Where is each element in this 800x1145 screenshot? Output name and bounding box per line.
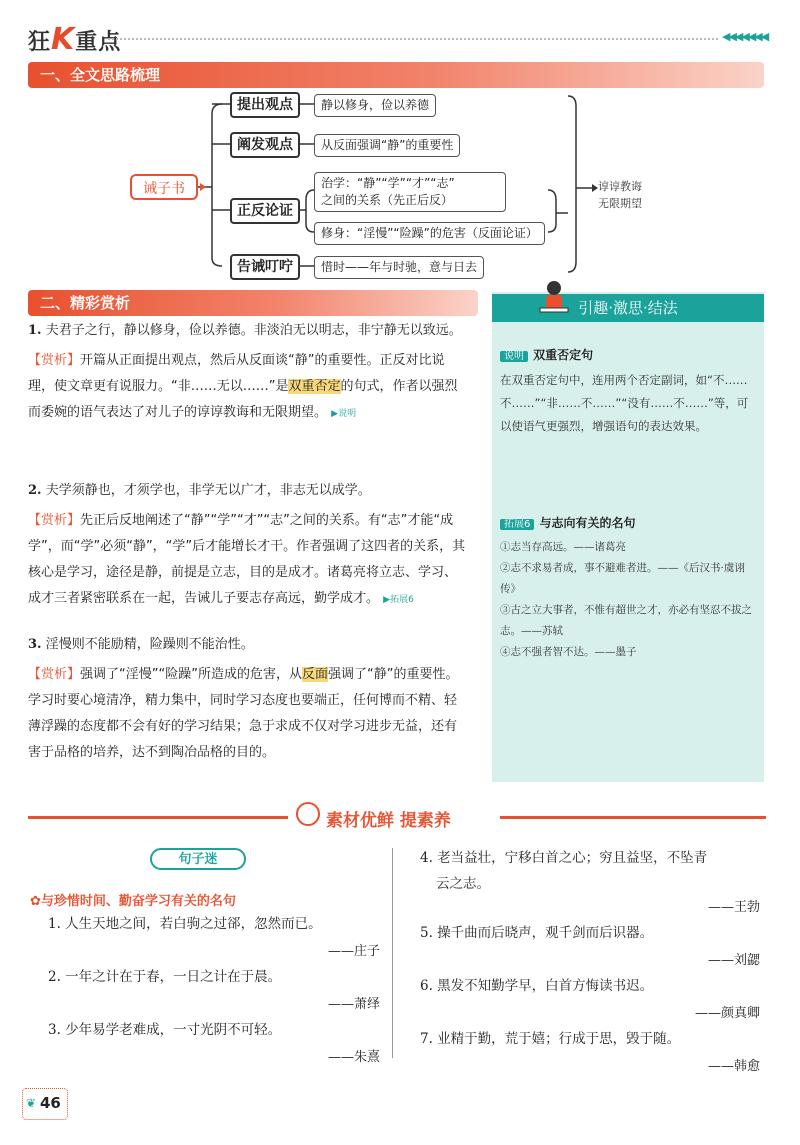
item-num: 3. bbox=[28, 637, 42, 652]
quote-2 bbox=[28, 478, 468, 504]
comment-2 bbox=[28, 508, 468, 613]
section1-title: 一、全文思路梳理 bbox=[28, 62, 764, 88]
quote-text: 淫慢则不能励精，险躁则不能治性。 bbox=[45, 637, 254, 652]
mindmap-node-1: 提出观点 bbox=[230, 92, 300, 118]
mindmap-node-2: 阐发观点 bbox=[230, 132, 300, 158]
quote-3 bbox=[28, 632, 468, 658]
right-quote-7: 7. 业精于勤，荒于嬉；行成于思，毁于随。 bbox=[420, 1031, 681, 1047]
brand-k: K bbox=[51, 22, 76, 57]
mindmap-side-note bbox=[598, 178, 642, 212]
right-quote-4-line1: 4. 老当益壮，宁移白首之心；穷且益坚，不坠青 bbox=[420, 850, 708, 866]
mindmap-leaf-3a-line1: 治学：“静”“学”“才”“志” bbox=[321, 176, 455, 190]
maple-leaf-icon: ✿ bbox=[30, 894, 41, 909]
comment-tag: 【赏析】 bbox=[28, 353, 81, 368]
left-quotes bbox=[48, 914, 380, 1065]
extend-quote-4: ④志不强者智不达。——墨子 bbox=[500, 646, 637, 658]
mindmap-leaf-4: 惜时——年与时驰，意与日去 bbox=[314, 256, 484, 279]
left-column-heading bbox=[30, 890, 236, 909]
analysis-item-2 bbox=[28, 478, 468, 613]
mindmap-leaf-3b: 修身：“淫慢”“险躁”的危害（反面论证） bbox=[314, 222, 545, 245]
comment-tag: 【赏析】 bbox=[28, 513, 81, 528]
explain-text: 在双重否定句中，连用两个否定副词，如“不……不……”“非……不……”“没有……不……”等，可以使语气更强烈，增强语句的表达效果。 bbox=[500, 373, 749, 433]
comment-text: 先正后反地阐述了“静”“学”“才”“志”之间的关系。有“志”才能“成学”，而“学”必须“静”，“学”后才能增长才干。作者强调了这四者的关系，其核心是学习，途径是静，前提是立志，目的是成才。诸葛亮将立志、学习、成才三者紧密联系在一起，告诫儿子要志存高远，勤学成才。 bbox=[28, 513, 466, 606]
tips-panel-header: 引趣·激思·结法 bbox=[492, 294, 764, 322]
mindmap-root: 诫子书 bbox=[130, 174, 198, 200]
leaf-icon: ❦ bbox=[26, 1096, 37, 1110]
comment-tag: 【赏析】 bbox=[28, 667, 81, 682]
brand-suffix: 重点 bbox=[75, 30, 122, 55]
side-note-line1: 谆谆教诲 bbox=[598, 180, 642, 193]
mindmap-node-3: 正反论证 bbox=[230, 198, 300, 224]
mindmap-leaf-3a bbox=[314, 172, 506, 212]
quote-text: 夫学须静也，才须学也，非学无以广才，非志无以成学。 bbox=[45, 483, 371, 498]
explain-title: 双重否定句 bbox=[533, 348, 594, 362]
comment-text: 开篇从正面提出观点，然后从反面谈“静”的重要性。正反对比说理，使文章更有说服力。“非……无以……”是 bbox=[28, 353, 445, 394]
column-divider bbox=[392, 848, 393, 1058]
extend-tag: 拓展6 bbox=[500, 519, 534, 530]
panel-section-extend bbox=[500, 512, 758, 663]
comment-1 bbox=[28, 348, 468, 427]
right-quote-5: 5. 操千曲而后晓声，观千剑而后识器。 bbox=[420, 925, 654, 941]
left-author-2: ——萧绎 bbox=[327, 997, 380, 1012]
left-heading-text: 与珍惜时间、勤奋学习有关的名句 bbox=[40, 894, 236, 909]
section2-title: 二、精彩赏析 bbox=[28, 290, 478, 316]
explain-tag: 说明 bbox=[500, 351, 528, 362]
mindmap-leaf-1: 静以修身，俭以养德 bbox=[314, 94, 436, 117]
right-author-7: ——韩愈 bbox=[707, 1059, 760, 1074]
mindmap-leaf-3a-line2: 之间的关系（先正后反） bbox=[321, 193, 454, 207]
comment-text: 强调了“淫慢”“险躁”所造成的危害，从 bbox=[80, 667, 302, 682]
banner-title: 素材优鲜 提素养 bbox=[326, 811, 451, 831]
extend-quote-2: ②志不求易者成，事不避难者进。——《后汉书·虞诩传》 bbox=[500, 562, 745, 595]
comment-text-2: 强调了“静”的重要性。学习时要心境清净，精力集中，同时学习态度也要端正，任何博而不精、轻薄浮躁的态度都不会有好的学习结果；急于求成不仅对学习进步无益，还有害于品格的培养，达不到陶冶品格的目的。 bbox=[28, 667, 459, 760]
comment-3 bbox=[28, 662, 468, 766]
quote-text: 夫君子之行，静以修身，俭以养德。非淡泊无以明志，非宁静无以致远。 bbox=[45, 323, 462, 338]
side-note-line2: 无限期望 bbox=[598, 197, 642, 210]
header-arrows-icon: ◀◀◀◀◀◀◀ bbox=[722, 30, 768, 43]
sentence-pill: 句子迷 bbox=[150, 848, 246, 870]
ref-link[interactable]: ▶说明 bbox=[331, 409, 357, 419]
left-author-1: ——庄子 bbox=[327, 944, 380, 959]
ref-link[interactable]: ▶拓展6 bbox=[383, 595, 414, 605]
highlight-text: 双重否定 bbox=[288, 379, 341, 394]
analysis-item-3 bbox=[28, 632, 468, 766]
banner-line-right bbox=[500, 816, 766, 819]
banner-logo-icon bbox=[296, 802, 320, 826]
right-author-6: ——颜真卿 bbox=[694, 1006, 760, 1021]
left-author-3: ——朱熹 bbox=[327, 1050, 380, 1065]
student-desk-icon bbox=[536, 278, 572, 322]
item-num: 2. bbox=[28, 483, 42, 498]
extend-quote-1: ①志当存高远。——诸葛亮 bbox=[500, 541, 626, 553]
left-quote-1: 1. 人生天地之间，若白驹之过郤，忽然而已。 bbox=[48, 916, 322, 932]
right-quote-6: 6. 黑发不知勤学早，白首方悔读书迟。 bbox=[420, 978, 654, 994]
page-number: 46 bbox=[40, 1094, 61, 1112]
highlight-text: 反面 bbox=[301, 667, 328, 682]
quote-1 bbox=[28, 318, 468, 344]
left-quote-3: 3. 少年易学老难成，一寸光阴不可轻。 bbox=[48, 1022, 282, 1038]
right-author-4: ——王勃 bbox=[707, 900, 760, 915]
right-author-5: ——刘勰 bbox=[707, 953, 760, 968]
mindmap-leaf-2: 从反面强调“静”的重要性 bbox=[314, 134, 460, 157]
brand-prefix: 狂 bbox=[28, 30, 52, 55]
item-num: 1. bbox=[28, 323, 42, 338]
right-quotes bbox=[420, 848, 760, 1074]
left-quote-2: 2. 一年之计在于春，一日之计在于晨。 bbox=[48, 969, 282, 985]
extend-title: 与志向有关的名句 bbox=[539, 516, 636, 530]
analysis-item-1 bbox=[28, 318, 468, 427]
panel-section-explain bbox=[500, 344, 758, 438]
right-quote-4-line2: 云之志。 bbox=[436, 876, 490, 892]
extend-quote-3: ③古之立大事者，不惟有超世之才，亦必有坚忍不拔之志。——苏轼 bbox=[500, 604, 752, 637]
mindmap-node-4: 告诫叮咛 bbox=[230, 254, 300, 280]
banner-line-left bbox=[28, 816, 288, 819]
comment-text-2: 的句式，作者以强烈而委婉的语气表达了对儿子的谆谆教诲和无限期望。 bbox=[28, 379, 458, 420]
